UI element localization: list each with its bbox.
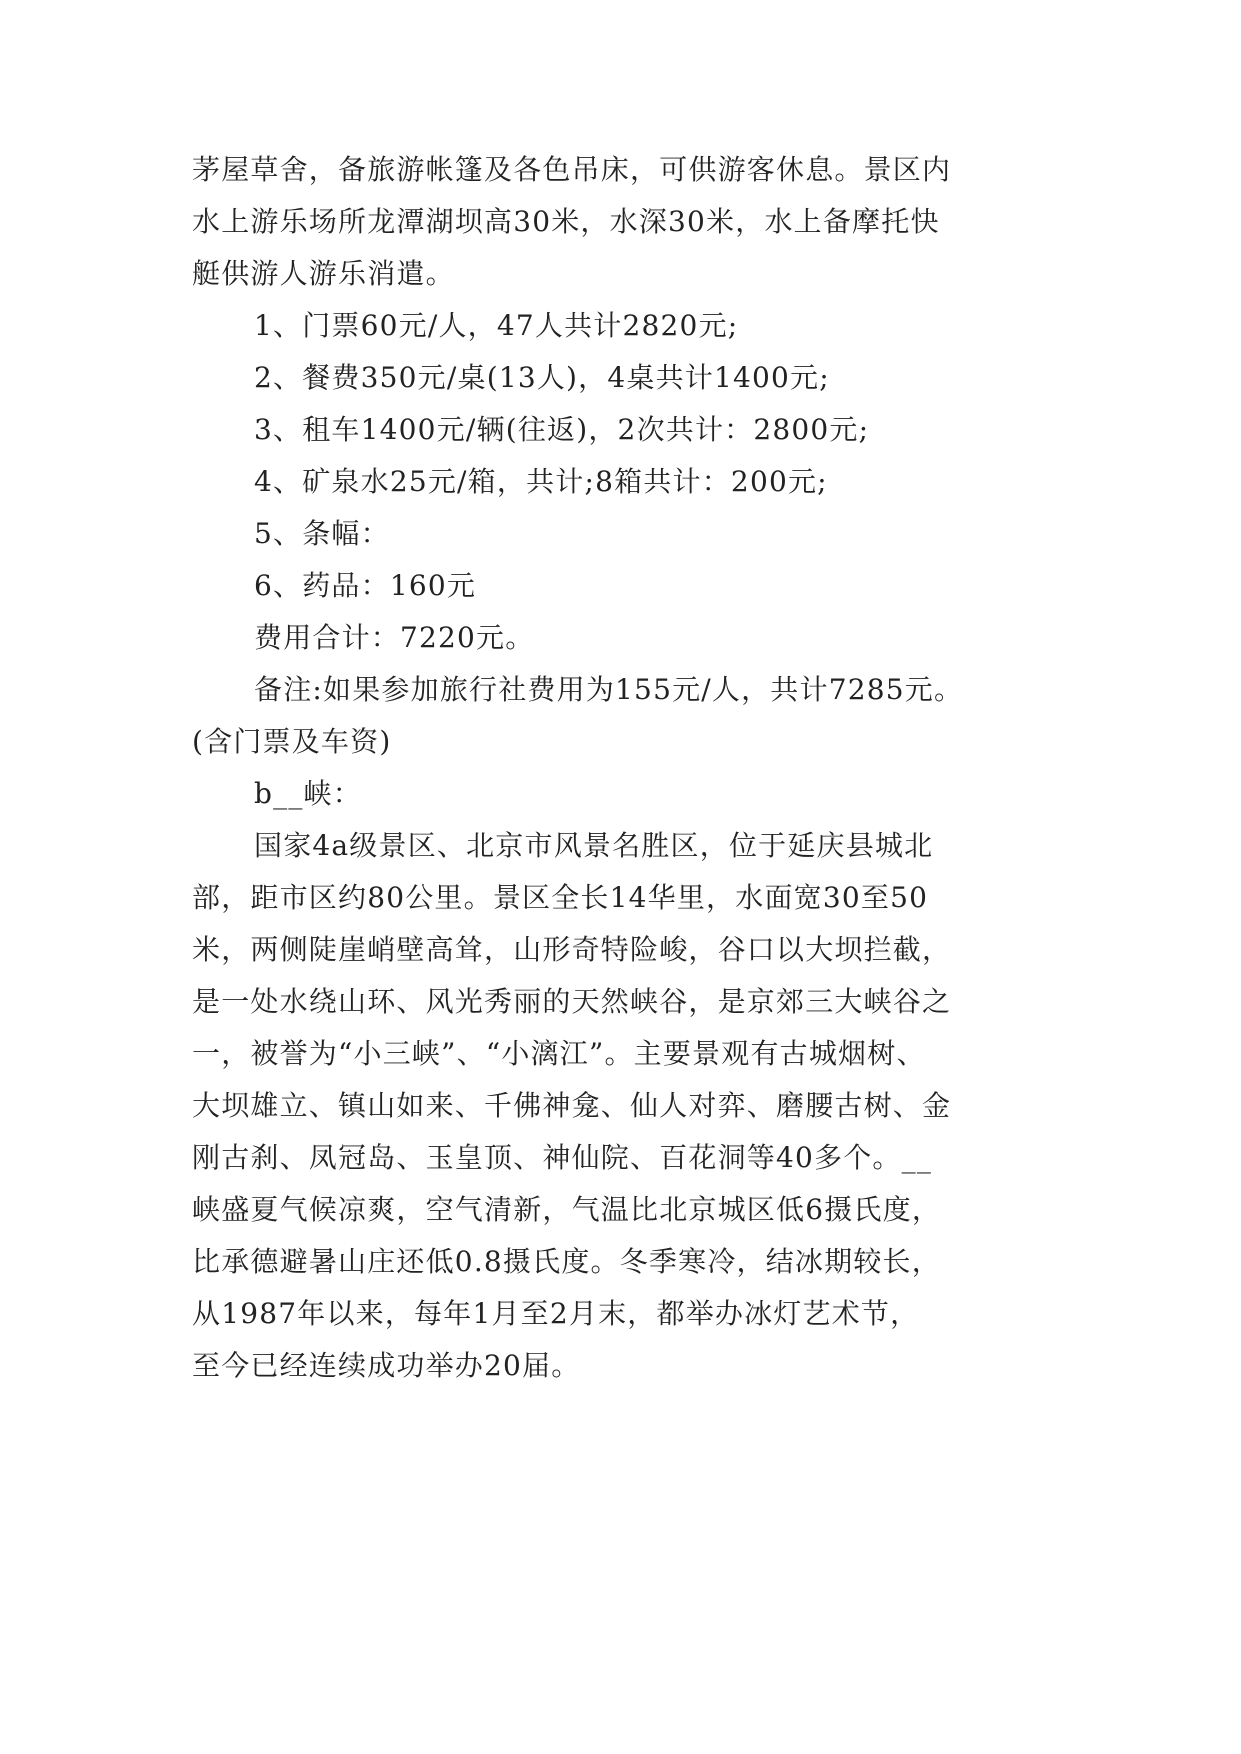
text-line: 峡盛夏气候凉爽，空气清新，气温比北京城区低6摄氏度，	[192, 1193, 942, 1226]
note-line: (含门票及车资)	[192, 725, 392, 758]
text-line: 从1987年以来，每年1月至2月末，都举办冰灯艺术节，	[192, 1297, 920, 1330]
text-line: 大坝雄立、镇山如来、千佛神龛、仙人对弈、磨腰古树、金	[192, 1089, 952, 1122]
list-item: 4、矿泉水25元/箱，共计;8箱共计：200元;	[254, 465, 828, 498]
list-item: 2、餐费350元/桌(13人)，4桌共计1400元;	[254, 361, 830, 394]
note-line: 备注:如果参加旅行社费用为155元/人，共计7285元。	[254, 673, 964, 706]
section-heading: b__峡：	[254, 777, 362, 810]
text-line: 艇供游人游乐消遣。	[192, 257, 455, 290]
list-item: 5、条幅：	[254, 517, 390, 550]
list-item: 6、药品：160元	[254, 569, 477, 602]
text-line: 至今已经连续成功举办20届。	[192, 1349, 581, 1382]
total-line: 费用合计：7220元。	[254, 621, 535, 654]
text-line: 比承德避暑山庄还低0.8摄氏度。冬季寒冷，结冰期较长，	[192, 1245, 941, 1278]
text-line: 国家4a级景区、北京市风景名胜区，位于延庆县城北	[254, 829, 934, 862]
list-item: 3、租车1400元/辆(往返)，2次共计：2800元;	[254, 413, 870, 446]
text-line: 水上游乐场所龙潭湖坝高30米，水深30米，水上备摩托快	[192, 205, 940, 238]
text-line: 米，两侧陡崖峭壁高耸，山形奇特险峻，谷口以大坝拦截，	[192, 933, 952, 966]
text-line: 一，被誉为“小三峡”、“小漓江”。主要景观有古城烟树、	[192, 1037, 926, 1070]
text-line: 茅屋草舍，备旅游帐篷及各色吊床，可供游客休息。景区内	[192, 153, 952, 186]
text-line: 是一处水绕山环、风光秀丽的天然峡谷，是京郊三大峡谷之	[192, 985, 952, 1018]
text-line: 刚古刹、凤冠岛、玉皇顶、神仙院、百花洞等40多个。__	[192, 1141, 933, 1174]
list-item: 1、门票60元/人，47人共计2820元;	[254, 309, 739, 342]
text-line: 部，距市区约80公里。景区全长14华里，水面宽30至50	[192, 881, 929, 914]
